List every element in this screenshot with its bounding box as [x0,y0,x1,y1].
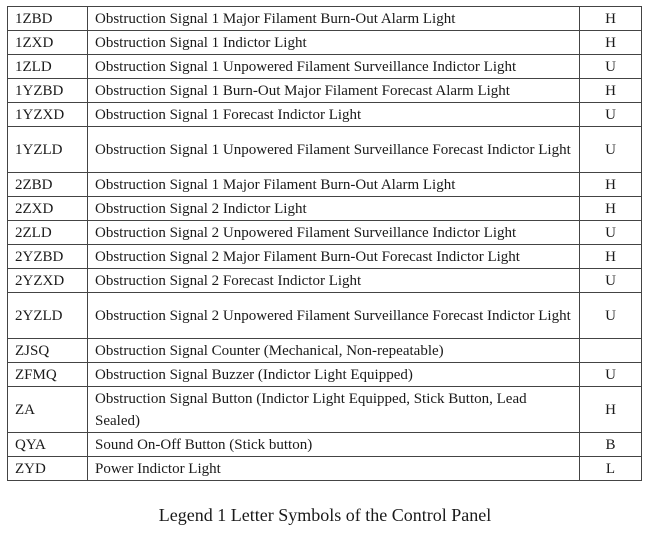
table-row [8,127,642,173]
symbol-cell: 2YZBD [8,245,88,269]
symbol-cell: QYA [8,433,88,457]
code-cell: U [580,269,642,293]
table-row [8,339,642,363]
symbol-cell: 1ZXD [8,31,88,55]
legend-table [7,6,642,481]
symbol-cell: 1YZLD [8,127,88,173]
symbol-cell: 2ZBD [8,173,88,197]
description-cell: Obstruction Signal 2 Forecast Indictor Light [88,269,580,293]
description-cell: Obstruction Signal 1 Indictor Light [88,31,580,55]
description-cell: Obstruction Signal Button (Indictor Light Equipped, Stick Button, Lead Sealed) [88,387,580,433]
table-row [8,197,642,221]
table-caption: Legend 1 Letter Symbols of the Control Panel [158,505,492,525]
table-row [8,293,642,339]
description-cell: Obstruction Signal 1 Unpowered Filament Surveillance Indictor Light [88,55,580,79]
table-row [8,433,642,457]
table-row [8,457,642,481]
description-cell: Obstruction Signal Counter (Mechanical, Non-repeatable) [88,339,580,363]
code-cell: U [580,127,642,173]
table-row [8,7,642,31]
table-row [8,55,642,79]
code-cell: U [580,363,642,387]
code-cell: H [580,173,642,197]
symbol-cell: 1ZBD [8,7,88,31]
code-cell: U [580,55,642,79]
code-cell: H [580,197,642,221]
description-cell: Obstruction Signal 2 Major Filament Burn-Out Forecast Indictor Light [88,245,580,269]
description-cell: Obstruction Signal 2 Indictor Light [88,197,580,221]
code-cell: B [580,433,642,457]
code-cell: U [580,221,642,245]
description-cell: Obstruction Signal 1 Forecast Indictor Light [88,103,580,127]
table-row [8,221,642,245]
table-row [8,173,642,197]
description-cell: Sound On-Off Button (Stick button) [88,433,580,457]
table-row [8,79,642,103]
description-cell: Obstruction Signal 1 Major Filament Burn-Out Alarm Light [88,7,580,31]
symbol-cell: 1ZLD [8,55,88,79]
symbol-cell: 2YZLD [8,293,88,339]
code-cell: H [580,387,642,433]
code-cell: U [580,103,642,127]
symbol-cell: 1YZXD [8,103,88,127]
symbol-cell: 2ZLD [8,221,88,245]
description-cell: Obstruction Signal 1 Burn-Out Major Filament Forecast Alarm Light [88,79,580,103]
description-cell: Power Indictor Light [88,457,580,481]
symbol-cell: ZA [8,387,88,433]
table-row [8,245,642,269]
symbol-cell: ZJSQ [8,339,88,363]
description-cell: Obstruction Signal 1 Unpowered Filament Surveillance Forecast Indictor Light [88,127,580,173]
table-row [8,103,642,127]
symbol-cell: ZFMQ [8,363,88,387]
description-cell: Obstruction Signal 2 Unpowered Filament Surveillance Forecast Indictor Light [88,293,580,339]
symbol-cell: ZYD [8,457,88,481]
table-row [8,387,642,433]
code-cell: H [580,79,642,103]
table-row [8,363,642,387]
symbol-cell: 1YZBD [8,79,88,103]
code-cell: L [580,457,642,481]
description-cell: Obstruction Signal 1 Major Filament Burn-Out Alarm Light [88,173,580,197]
description-cell: Obstruction Signal 2 Unpowered Filament Surveillance Indictor Light [88,221,580,245]
symbol-cell: 2ZXD [8,197,88,221]
table-row [8,31,642,55]
code-cell: H [580,245,642,269]
table-row [8,269,642,293]
code-cell: H [580,31,642,55]
description-cell: Obstruction Signal Buzzer (Indictor Light Equipped) [88,363,580,387]
code-cell [580,339,642,363]
code-cell: U [580,293,642,339]
symbol-cell: 2YZXD [8,269,88,293]
code-cell: H [580,7,642,31]
